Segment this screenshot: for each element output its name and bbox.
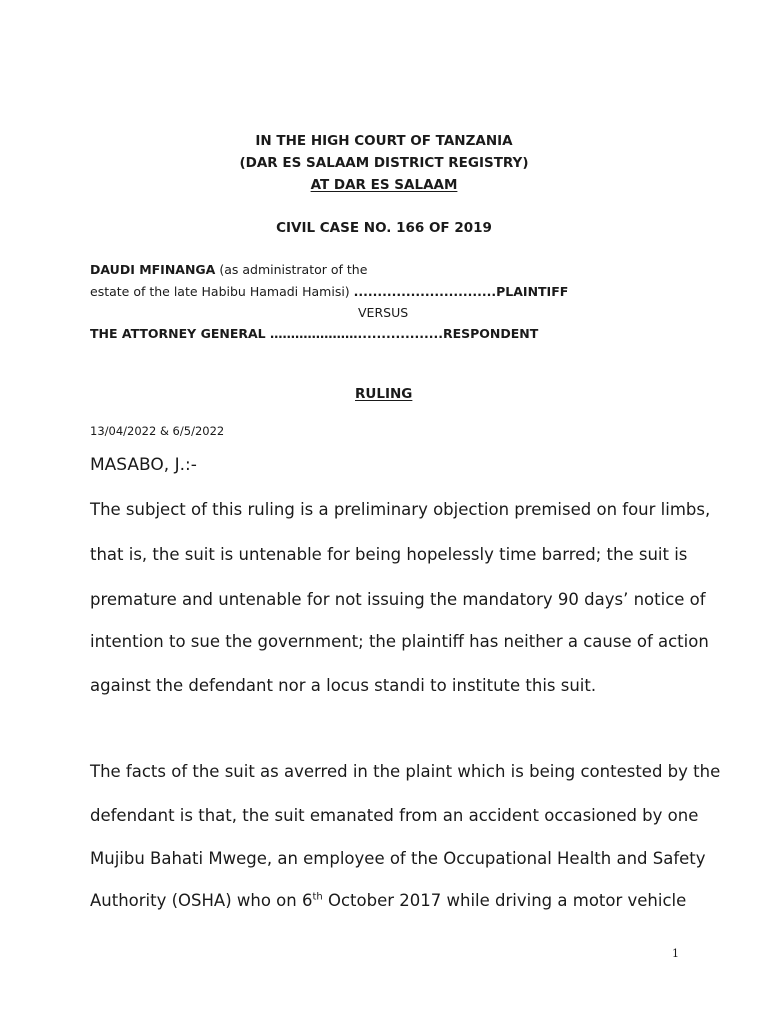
paragraph-2-line: [90, 890, 687, 912]
plaintiff-estate: estate of the late Habibu Hamadi Hamisi): [90, 284, 354, 299]
paragraph-2-line: The facts of the suit as averred in the plaint which is being contested by the: [90, 762, 721, 781]
plaintiff-line-2: [90, 284, 568, 299]
paragraph-2-line: defendant is that, the suit emanated from an accident occasioned by one: [90, 806, 699, 825]
case-number: CIVIL CASE NO. 166 OF 2019: [276, 220, 492, 236]
versus-label: VERSUS: [358, 305, 409, 320]
plaintiff-role: ..............................PLAINTIFF: [353, 284, 569, 299]
paragraph-2-line: Mujibu Bahati Mwege, an employee of the Occupational Health and Safety: [90, 849, 706, 868]
ruling-dates: 13/04/2022 & 6/5/2022: [90, 424, 225, 438]
judge-name: MASABO, J.:-: [90, 455, 197, 475]
plaintiff-line-1: [90, 262, 367, 277]
paragraph-1-line: premature and untenable for not issuing the mandatory 90 days’ notice of: [90, 590, 706, 609]
ordinal-suffix: th: [312, 891, 323, 903]
paragraph-1-line: that is, the suit is untenable for being hopelessly time barred; the suit is: [90, 545, 688, 564]
respondent-line: [90, 326, 538, 341]
court-registry: (DAR ES SALAAM DISTRICT REGISTRY): [239, 155, 529, 171]
court-name: IN THE HIGH COURT OF TANZANIA: [255, 133, 513, 149]
paragraph-1-line: intention to sue the government; the plaintiff has neither a cause of action: [90, 632, 709, 651]
paragraph-2-text: Authority (OSHA) who on 6: [90, 891, 313, 910]
paragraph-1-line: The subject of this ruling is a preliminary objection premised on four limbs,: [90, 500, 711, 519]
paragraph-2-text: October 2017 while driving a motor vehicle: [322, 891, 687, 910]
paragraph-1-line: against the defendant nor a locus standi to institute this suit.: [90, 676, 597, 695]
respondent-role: …………………..................RESPONDENT: [270, 326, 539, 341]
court-location: AT DAR ES SALAAM: [310, 177, 458, 193]
page-number: 1: [672, 947, 679, 960]
ruling-title: RULING: [355, 386, 413, 402]
plaintiff-description: (as administrator of the: [215, 262, 368, 277]
respondent-name: THE ATTORNEY GENERAL: [90, 326, 270, 341]
plaintiff-name: DAUDI MFINANGA: [90, 262, 216, 277]
